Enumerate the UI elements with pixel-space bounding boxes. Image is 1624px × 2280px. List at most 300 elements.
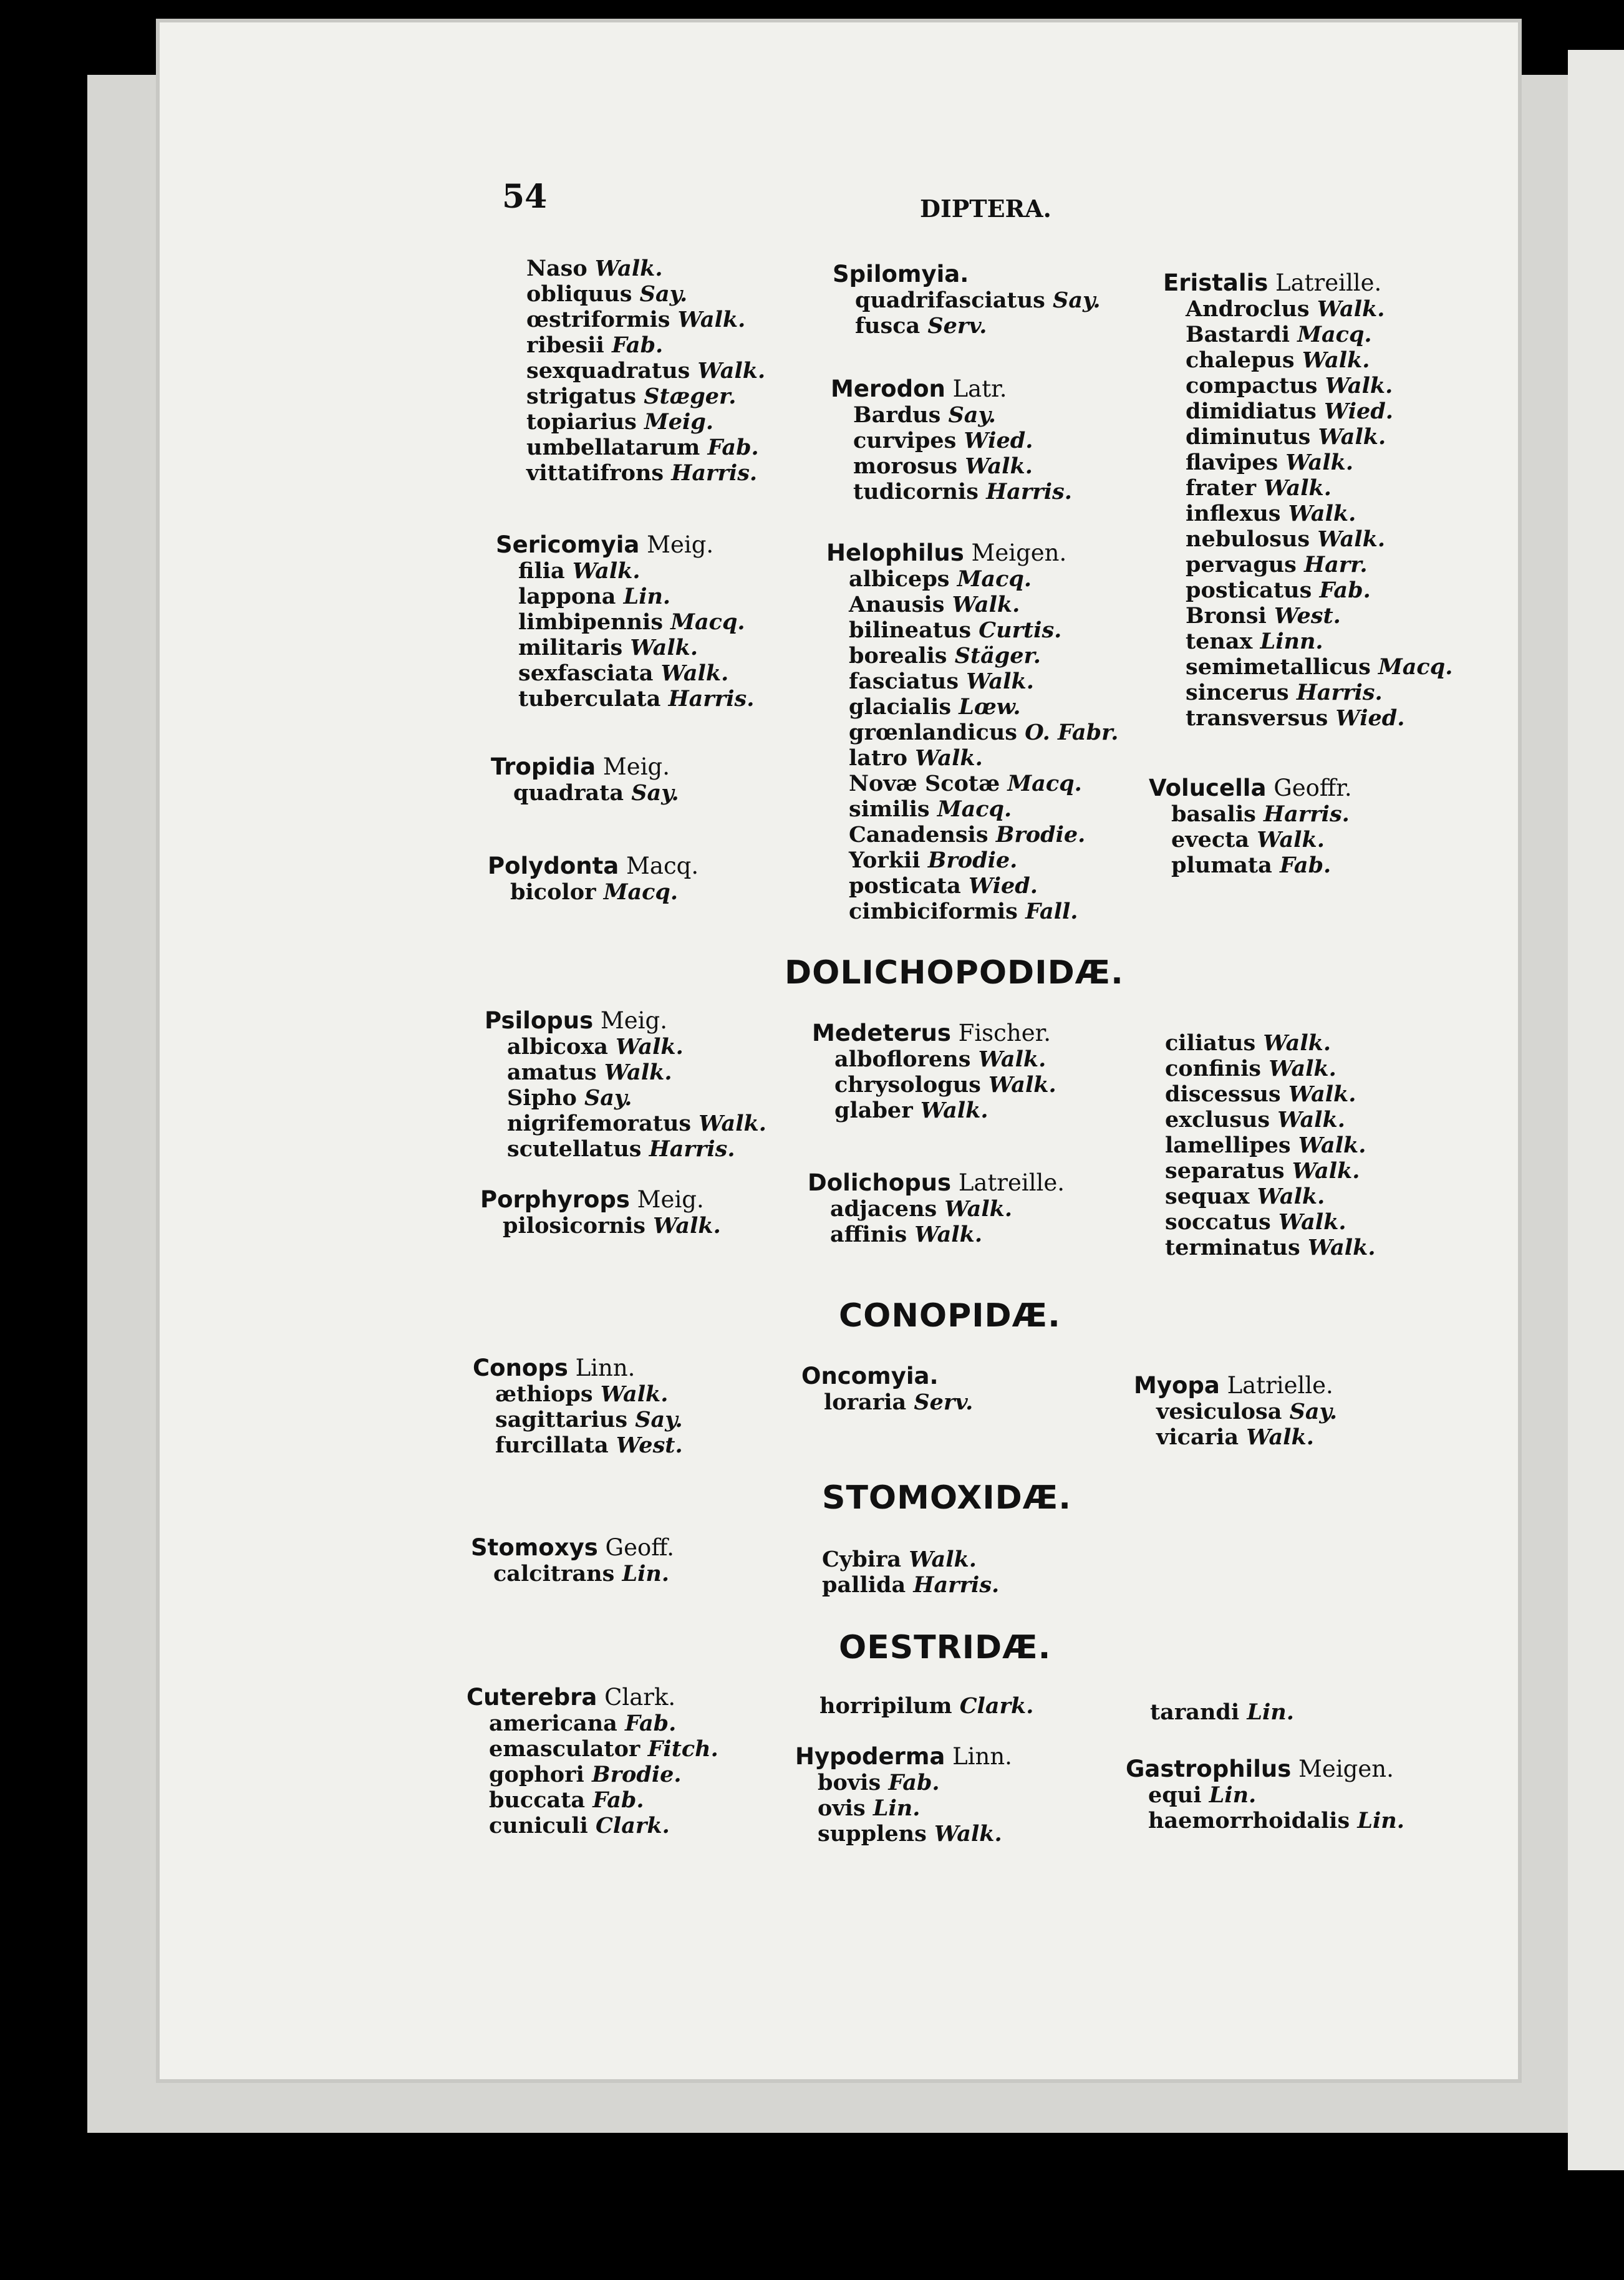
genus-name: Psilopus	[485, 1007, 594, 1034]
genus-heading	[833, 261, 1101, 287]
species-authority: Lin.	[1247, 1699, 1294, 1725]
genus-heading	[812, 1020, 1056, 1046]
species-name: basalis	[1171, 801, 1256, 827]
species-entry	[1163, 322, 1452, 347]
genus-sericomyia	[496, 531, 754, 712]
genus-conops	[473, 1355, 683, 1458]
species-entry	[812, 1046, 1056, 1072]
species-entry	[1143, 1081, 1376, 1107]
genus-heading	[1149, 775, 1352, 801]
species-authority: Walk.	[1264, 475, 1332, 501]
species-name: calcitrans	[493, 1561, 615, 1587]
species-name: limbipennis	[518, 609, 664, 635]
species-entry	[496, 635, 754, 660]
species-entry	[485, 1136, 766, 1162]
species-entry	[488, 879, 698, 905]
species-list-ciliatus	[1143, 1030, 1376, 1260]
species-authority: Walk.	[697, 358, 766, 384]
species-name: latro	[849, 745, 907, 771]
species-name: Sipho	[507, 1085, 577, 1111]
species-name: glaber	[834, 1098, 913, 1123]
species-entry	[795, 1821, 1012, 1847]
species-authority: Walk.	[920, 1098, 988, 1123]
genus-authority: Latreille.	[1275, 269, 1382, 296]
species-authority: Walk.	[1292, 1158, 1360, 1184]
species-name: exclusus	[1165, 1107, 1270, 1133]
species-authority: Say.	[1053, 287, 1101, 313]
species-entry	[466, 1787, 718, 1813]
genus-authority: Meig.	[600, 1007, 667, 1034]
species-name: Androclus	[1186, 296, 1310, 322]
species-name: Bastardi	[1186, 322, 1290, 347]
species-name: scutellatus	[507, 1136, 642, 1162]
genus-name: Spilomyia.	[833, 261, 969, 287]
genus-heading	[480, 1186, 721, 1213]
species-authority: Walk.	[1285, 450, 1354, 475]
species-authority: Walk.	[952, 592, 1020, 617]
species-name: emasculator	[489, 1736, 640, 1762]
species-entry	[504, 256, 765, 281]
species-name: curvipes	[853, 428, 957, 453]
species-list-naso	[504, 256, 765, 486]
species-authority: Macq.	[670, 609, 745, 635]
genus-heading	[808, 1169, 1065, 1196]
genus-authority: Latr.	[952, 375, 1007, 402]
species-name: bovis	[818, 1770, 881, 1795]
species-authority: Walk.	[1325, 373, 1393, 399]
species-entry	[1163, 501, 1452, 526]
genus-polydonta	[488, 853, 698, 905]
species-name: sexfasciata	[518, 660, 654, 686]
species-name: Anausis	[849, 592, 945, 617]
species-name: Bronsi	[1186, 603, 1267, 629]
genus-authority: Meig.	[637, 1186, 704, 1213]
species-authority: Macq.	[1297, 322, 1372, 347]
species-entry	[826, 669, 1119, 694]
species-authority: Harris.	[671, 460, 758, 486]
species-authority: Stäger.	[954, 643, 1041, 669]
genus-helophilus	[826, 539, 1119, 924]
genus-name: Gastrophilus	[1126, 1756, 1292, 1782]
family-heading-oestridae: OESTRIDÆ.	[839, 1629, 1051, 1666]
genus-heading	[801, 1363, 973, 1389]
genus-name: Oncomyia.	[801, 1363, 939, 1389]
species-list-tarandi	[1128, 1699, 1294, 1725]
species-entry	[812, 1072, 1056, 1098]
species-name: posticatus	[1186, 577, 1312, 603]
species-name: nigrifemoratus	[507, 1111, 692, 1136]
species-authority: Say.	[639, 281, 688, 307]
genus-stomoxys	[471, 1534, 674, 1587]
species-authority: Walk.	[978, 1046, 1046, 1072]
species-authority: Macq.	[937, 796, 1012, 822]
species-name: posticata	[849, 873, 961, 899]
species-entry	[801, 1389, 973, 1415]
species-authority: Macq.	[603, 879, 679, 905]
species-authority: Walk.	[594, 256, 663, 281]
species-entry	[1134, 1399, 1337, 1424]
species-authority: O. Fabr.	[1025, 720, 1119, 745]
species-authority: West.	[1274, 603, 1341, 629]
species-authority: Brodie.	[927, 848, 1018, 873]
genus-heading	[1126, 1756, 1404, 1782]
species-authority: Lin.	[1357, 1808, 1404, 1833]
species-name: Cybira	[822, 1547, 902, 1572]
species-entry	[504, 435, 765, 460]
species-name: sequax	[1165, 1184, 1250, 1209]
species-authority: Walk.	[1277, 1107, 1345, 1133]
species-list-cybira	[800, 1547, 999, 1598]
species-authority: Fab.	[707, 435, 759, 460]
genus-authority: Latrielle.	[1227, 1372, 1333, 1399]
species-entry	[833, 287, 1101, 313]
species-name: quadrata	[513, 780, 624, 806]
species-name: gophori	[489, 1762, 584, 1787]
species-entry	[795, 1770, 1012, 1795]
species-entry	[471, 1561, 674, 1587]
species-entry	[466, 1762, 718, 1787]
genus-name: Sericomyia	[496, 531, 640, 558]
species-authority: Walk.	[914, 1222, 983, 1247]
species-authority: Walk.	[572, 558, 640, 584]
species-entry	[800, 1547, 999, 1572]
genus-authority: Meigen.	[1298, 1756, 1394, 1782]
genus-heading	[471, 1534, 674, 1561]
species-authority: Lin.	[623, 584, 671, 609]
species-entry	[795, 1795, 1012, 1821]
genus-heading	[1134, 1372, 1337, 1399]
species-authority: Macq.	[1378, 654, 1453, 680]
species-authority: Lin.	[622, 1561, 670, 1587]
species-authority: Walk.	[1317, 526, 1386, 552]
species-authority: Fab.	[1279, 853, 1332, 878]
species-name: pervagus	[1186, 552, 1297, 577]
species-authority: Linn.	[1260, 629, 1323, 654]
species-name: obliquus	[526, 281, 632, 307]
species-name: œstriformis	[526, 307, 670, 332]
species-authority: Fab.	[888, 1770, 940, 1795]
species-authority: Walk.	[965, 453, 1033, 479]
page-number: 54	[502, 178, 548, 216]
species-entry	[1163, 296, 1452, 322]
species-authority: Wied.	[964, 428, 1033, 453]
species-name: sagittarius	[495, 1407, 628, 1432]
species-authority: Serv.	[927, 313, 987, 339]
species-authority: West.	[616, 1432, 683, 1458]
species-authority: Walk.	[1263, 1030, 1332, 1056]
species-name: fusca	[855, 313, 921, 339]
species-name: loraria	[824, 1389, 907, 1415]
genus-heading	[488, 853, 698, 879]
species-entry	[1149, 853, 1352, 878]
species-authority: Walk.	[1257, 827, 1325, 853]
species-entry	[1143, 1209, 1376, 1235]
species-name: adjacens	[830, 1196, 937, 1222]
species-authority: Walk.	[1246, 1424, 1314, 1450]
genus-name: Tropidia	[491, 753, 596, 780]
species-name: diminutus	[1186, 424, 1311, 450]
species-name: haemorrhoidalis	[1148, 1808, 1350, 1833]
species-authority: Walk.	[1269, 1056, 1336, 1081]
species-entry	[473, 1407, 683, 1432]
genus-heading	[485, 1007, 766, 1034]
genus-merodon	[831, 375, 1072, 505]
species-entry	[485, 1111, 766, 1136]
species-name: semimetallicus	[1186, 654, 1371, 680]
species-name: vittatifrons	[526, 460, 664, 486]
species-name: furcillata	[495, 1432, 609, 1458]
species-name: equi	[1148, 1782, 1202, 1808]
species-name: tenax	[1186, 629, 1253, 654]
species-name: glacialis	[849, 694, 952, 720]
species-authority: Walk.	[934, 1821, 1002, 1847]
species-entry	[826, 873, 1119, 899]
species-authority: Walk.	[1288, 1081, 1356, 1107]
species-authority: Walk.	[698, 1111, 766, 1136]
species-entry	[833, 313, 1101, 339]
species-entry	[480, 1213, 721, 1239]
species-authority: Fab.	[625, 1711, 677, 1736]
species-authority: Say.	[631, 780, 679, 806]
species-authority: Harris.	[1264, 801, 1350, 827]
species-authority: Walk.	[915, 745, 983, 771]
genus-name: Volucella	[1149, 775, 1267, 801]
species-list-horripilum	[797, 1693, 1033, 1719]
running-title: DIPTERA.	[920, 195, 1051, 223]
genus-name: Medeterus	[812, 1020, 951, 1046]
species-entry	[466, 1736, 718, 1762]
species-entry	[1126, 1782, 1404, 1808]
species-entry	[797, 1693, 1033, 1719]
species-name: chrysologus	[834, 1072, 981, 1098]
species-name: horripilum	[819, 1693, 952, 1719]
species-entry	[473, 1381, 683, 1407]
species-authority: Walk.	[944, 1196, 1013, 1222]
species-authority: Serv.	[914, 1389, 974, 1415]
genus-name: Conops	[473, 1355, 568, 1381]
genus-authority: Meig.	[647, 531, 714, 558]
species-authority: Walk.	[1302, 347, 1370, 373]
species-name: topiarius	[526, 409, 637, 435]
species-name: strigatus	[526, 384, 637, 409]
species-entry	[466, 1711, 718, 1736]
species-name: americana	[489, 1711, 617, 1736]
species-entry	[808, 1196, 1065, 1222]
species-entry	[1163, 424, 1452, 450]
family-heading-dolichopodidae: DOLICHOPODIDÆ.	[785, 954, 1124, 992]
species-authority: Walk.	[988, 1072, 1056, 1098]
species-name: inflexus	[1186, 501, 1281, 526]
species-name: umbellatarum	[526, 435, 700, 460]
species-entry	[800, 1572, 999, 1598]
species-authority: Fall.	[1025, 899, 1078, 924]
species-entry	[1163, 450, 1452, 475]
species-entry	[1149, 827, 1352, 853]
species-entry	[504, 307, 765, 332]
genus-myopa	[1134, 1372, 1337, 1450]
species-authority: Lin.	[1209, 1782, 1257, 1808]
species-authority: Fab.	[611, 332, 664, 358]
species-name: affinis	[830, 1222, 907, 1247]
species-authority: Clark.	[959, 1693, 1034, 1719]
species-entry	[826, 745, 1119, 771]
species-name: Novæ Scotæ	[849, 771, 1000, 796]
species-entry	[1163, 603, 1452, 629]
species-name: pilosicornis	[503, 1213, 645, 1239]
species-name: bilineatus	[849, 617, 972, 643]
genus-authority: Meigen.	[971, 539, 1067, 566]
genus-name: Porphyrops	[480, 1186, 630, 1213]
species-entry	[1143, 1107, 1376, 1133]
species-entry	[1163, 654, 1452, 680]
genus-authority: Geoff.	[605, 1534, 674, 1561]
species-name: sincerus	[1186, 680, 1289, 705]
species-entry	[504, 409, 765, 435]
species-entry	[1163, 475, 1452, 501]
genus-heading	[466, 1684, 718, 1711]
species-entry	[1149, 801, 1352, 827]
species-authority: Say.	[635, 1407, 683, 1432]
species-authority: Macq.	[1007, 771, 1082, 796]
species-authority: Walk.	[660, 660, 729, 686]
genus-name: Hypoderma	[795, 1743, 945, 1770]
species-entry	[826, 617, 1119, 643]
species-authority: Harris.	[986, 479, 1072, 505]
species-entry	[826, 720, 1119, 745]
genus-dolichopus	[808, 1169, 1065, 1247]
species-entry	[504, 358, 765, 384]
species-name: nebulosus	[1186, 526, 1310, 552]
genus-heading	[826, 539, 1119, 566]
species-name: confinis	[1165, 1056, 1261, 1081]
species-entry	[504, 332, 765, 358]
genus-authority: Macq.	[626, 853, 699, 879]
species-authority: Meig.	[644, 409, 714, 435]
species-authority: Wied.	[969, 873, 1038, 899]
species-entry	[831, 453, 1072, 479]
species-name: supplens	[818, 1821, 927, 1847]
species-entry	[1128, 1699, 1294, 1725]
species-name: borealis	[849, 643, 947, 669]
species-authority: Harris.	[1296, 680, 1383, 705]
genus-hypoderma	[795, 1743, 1012, 1847]
species-name: quadrifasciatus	[855, 287, 1045, 313]
species-authority: Macq.	[957, 566, 1032, 592]
genus-name: Helophilus	[826, 539, 964, 566]
species-name: lappona	[518, 584, 616, 609]
genus-authority: Fischer.	[958, 1020, 1051, 1046]
species-entry	[1163, 526, 1452, 552]
species-name: evecta	[1171, 827, 1250, 853]
species-authority: Walk.	[909, 1547, 977, 1572]
species-entry	[812, 1098, 1056, 1123]
genus-heading	[831, 375, 1072, 402]
species-entry	[826, 643, 1119, 669]
species-name: compactus	[1186, 373, 1318, 399]
genus-authority: Meig.	[602, 753, 670, 780]
species-authority: Walk.	[1307, 1235, 1376, 1260]
genus-porphyrops	[480, 1186, 721, 1239]
genus-heading	[795, 1743, 1012, 1770]
species-authority: Lœw.	[959, 694, 1021, 720]
genus-name: Stomoxys	[471, 1534, 598, 1561]
genus-name: Dolichopus	[808, 1169, 952, 1196]
species-entry	[485, 1085, 766, 1111]
species-authority: Walk.	[1257, 1184, 1325, 1209]
genus-name: Merodon	[831, 375, 945, 402]
species-name: plumata	[1171, 853, 1272, 878]
species-entry	[496, 558, 754, 584]
species-name: terminatus	[1165, 1235, 1300, 1260]
species-name: Bardus	[853, 402, 941, 428]
species-entry	[1163, 373, 1452, 399]
species-authority: Harris.	[913, 1572, 1000, 1598]
species-authority: Walk.	[600, 1381, 669, 1407]
species-name: alboflorens	[834, 1046, 971, 1072]
species-name: bicolor	[510, 879, 596, 905]
species-authority: Curtis.	[979, 617, 1062, 643]
species-entry	[808, 1222, 1065, 1247]
species-entry	[485, 1060, 766, 1085]
species-entry	[831, 402, 1072, 428]
species-entry	[1143, 1056, 1376, 1081]
genus-volucella	[1149, 775, 1352, 878]
species-name: albicoxa	[507, 1034, 608, 1060]
species-entry	[1143, 1030, 1376, 1056]
species-name: fasciatus	[849, 669, 959, 694]
species-name: discessus	[1165, 1081, 1281, 1107]
species-entry	[1134, 1424, 1337, 1450]
adjacent-page-edge	[1568, 50, 1624, 2170]
species-authority: Say.	[584, 1085, 632, 1111]
species-authority: Walk.	[677, 307, 746, 332]
genus-name: Myopa	[1134, 1372, 1220, 1399]
species-entry	[504, 384, 765, 409]
species-name: flavipes	[1186, 450, 1278, 475]
genus-medeterus	[812, 1020, 1056, 1123]
species-authority: Say.	[948, 402, 996, 428]
species-entry	[485, 1034, 766, 1060]
species-name: transversus	[1186, 705, 1328, 731]
species-entry	[826, 822, 1119, 848]
species-name: tudicornis	[853, 479, 979, 505]
species-entry	[826, 848, 1119, 873]
species-authority: Brodie.	[592, 1762, 682, 1787]
species-entry	[466, 1813, 718, 1838]
species-name: cimbiciformis	[849, 899, 1018, 924]
species-authority: Harris.	[649, 1136, 735, 1162]
family-heading-conopidae: CONOPIDÆ.	[839, 1297, 1061, 1335]
genus-tropidia	[491, 753, 679, 806]
species-name: æthiops	[495, 1381, 593, 1407]
species-authority: Fab.	[592, 1787, 644, 1813]
genus-name: Eristalis	[1163, 269, 1269, 296]
species-name: dimidiatus	[1186, 399, 1317, 424]
species-authority: Walk.	[630, 635, 698, 660]
species-entry	[1163, 705, 1452, 731]
genus-oncomyia	[801, 1363, 973, 1415]
species-authority: Wied.	[1335, 705, 1405, 731]
species-entry	[1163, 399, 1452, 424]
species-name: tarandi	[1150, 1699, 1240, 1725]
species-name: cuniculi	[489, 1813, 588, 1838]
species-name: separatus	[1165, 1158, 1285, 1184]
genus-authority: Linn.	[952, 1743, 1012, 1770]
species-authority: Say.	[1289, 1399, 1338, 1424]
species-name: militaris	[518, 635, 623, 660]
genus-authority: Linn.	[575, 1355, 636, 1381]
species-name: amatus	[507, 1060, 597, 1085]
